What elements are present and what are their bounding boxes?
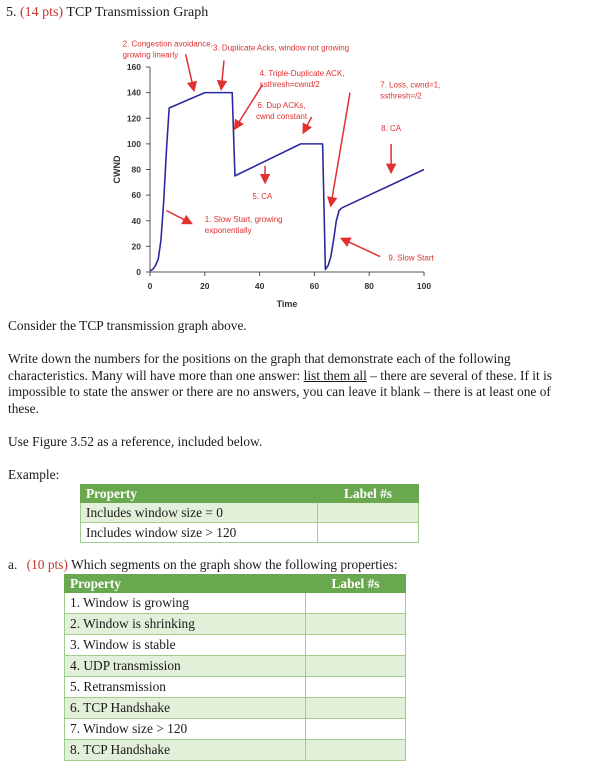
annotation-label: 2. Congestion avoidance, growing linearly (122, 39, 213, 60)
annotation-arrow (166, 211, 191, 224)
example-label: Example: (8, 467, 60, 482)
property-cell: 5. Retransmission (65, 677, 306, 698)
y-tick-label: 120 (126, 113, 141, 124)
part-a-letter: a. (8, 557, 18, 572)
x-axis-label: Time (276, 299, 298, 309)
property-cell: 1. Window is growing (65, 593, 306, 614)
instructions-text-a: Write down the numbers for the positions on the graph that demonstrate each of the following characteristics. Many will have more than one answer: (8, 351, 511, 383)
answer-cell[interactable] (306, 656, 406, 677)
x-tick-label: 20 (200, 281, 210, 291)
part-a-text: Which segments on the graph show the following properties: (71, 557, 398, 572)
table-row (81, 523, 419, 543)
property-cell: 6. TCP Handshake (65, 698, 306, 719)
question-points: (14 pts) (20, 5, 64, 20)
example-header-property: Property (81, 485, 318, 503)
properties-table (64, 574, 406, 761)
instructions-text-b: – there are several of these. If it is impossible to state the answer or there are no answers, you can leave it blank – there is at least one of these. (8, 367, 552, 416)
y-tick-label: 100 (126, 138, 141, 149)
y-axis-label: CWND (112, 155, 122, 184)
part-a-points: (10 pts) (26, 557, 68, 572)
paragraph-reference: Use Figure 3.52 as a reference, included below. (8, 434, 263, 449)
answer-cell[interactable] (306, 677, 406, 698)
table-row (65, 593, 406, 614)
example-table (80, 484, 419, 543)
y-tick-label: 60 (131, 190, 141, 201)
table-row (65, 677, 406, 698)
x-tick-label: 0 (147, 281, 153, 291)
y-tick-label: 160 (126, 62, 141, 72)
y-tick-label: 140 (126, 87, 141, 98)
table-row (65, 740, 406, 761)
answer-cell[interactable] (306, 635, 406, 656)
answer-cell[interactable] (306, 719, 406, 740)
table-row (65, 698, 406, 719)
question-number: 5. (6, 5, 17, 20)
y-tick-label: 80 (131, 164, 141, 175)
example-row-property: Includes window size > 120 (81, 523, 318, 543)
answer-cell[interactable] (306, 614, 406, 635)
y-tick-label: 20 (131, 241, 141, 252)
example-header-labels: Label #s (318, 485, 419, 503)
paragraph-consider: Consider the TCP transmission graph above. (8, 318, 247, 333)
annotation-arrow (221, 61, 224, 89)
annotation-arrow (342, 239, 380, 257)
example-row-answer-cell[interactable] (318, 503, 419, 523)
tcp-cwnd-chart (0, 0, 591, 320)
properties-header-property: Property (65, 575, 306, 593)
annotation-label: 3. Duplicate Acks, window not growing (213, 43, 350, 53)
x-tick-label: 100 (416, 281, 432, 291)
table-row (65, 635, 406, 656)
x-tick-label: 40 (254, 281, 265, 291)
y-tick-label: 0 (136, 267, 141, 277)
question-heading: TCP Transmission Graph (66, 5, 209, 20)
annotation-arrow (186, 54, 194, 90)
property-cell: 3. Window is stable (65, 635, 306, 656)
example-row-property: Includes window size = 0 (81, 503, 318, 523)
example-row-answer-cell[interactable] (318, 523, 419, 543)
table-row (81, 503, 419, 523)
annotation-label: 6. Dup ACKs, cwnd constant (255, 101, 308, 121)
annotation-label: 7. Loss, cwnd=1, ssthresh=/2 (380, 80, 441, 101)
table-row (65, 719, 406, 740)
instructions-underlined: list them all (303, 367, 367, 383)
property-cell: 7. Window size > 120 (65, 719, 306, 740)
property-cell: 4. UDP transmission (65, 656, 306, 677)
paragraph-instructions (8, 351, 568, 417)
answer-cell[interactable] (306, 593, 406, 614)
property-cell: 8. TCP Handshake (65, 740, 306, 761)
annotation-label: 9. Slow Start (388, 253, 434, 263)
annotation-arrow (331, 93, 350, 206)
annotation-label: 8. CA (381, 124, 402, 134)
annotation-label: 5. CA (252, 191, 273, 201)
part-a-heading (8, 557, 398, 573)
table-row (65, 614, 406, 635)
annotation-label: 4. Triple-Duplicate ACK, ssthresh=cwnd/2 (259, 68, 345, 89)
annotation-label: 1. Slow Start, growing exponentially (204, 215, 283, 236)
x-tick-label: 80 (364, 281, 374, 291)
y-tick-label: 40 (131, 215, 141, 226)
table-row (65, 656, 406, 677)
properties-header-labels: Label #s (306, 575, 406, 593)
answer-cell[interactable] (306, 698, 406, 719)
x-tick-label: 60 (309, 281, 320, 291)
answer-cell[interactable] (306, 740, 406, 761)
property-cell: 2. Window is shrinking (65, 614, 306, 635)
